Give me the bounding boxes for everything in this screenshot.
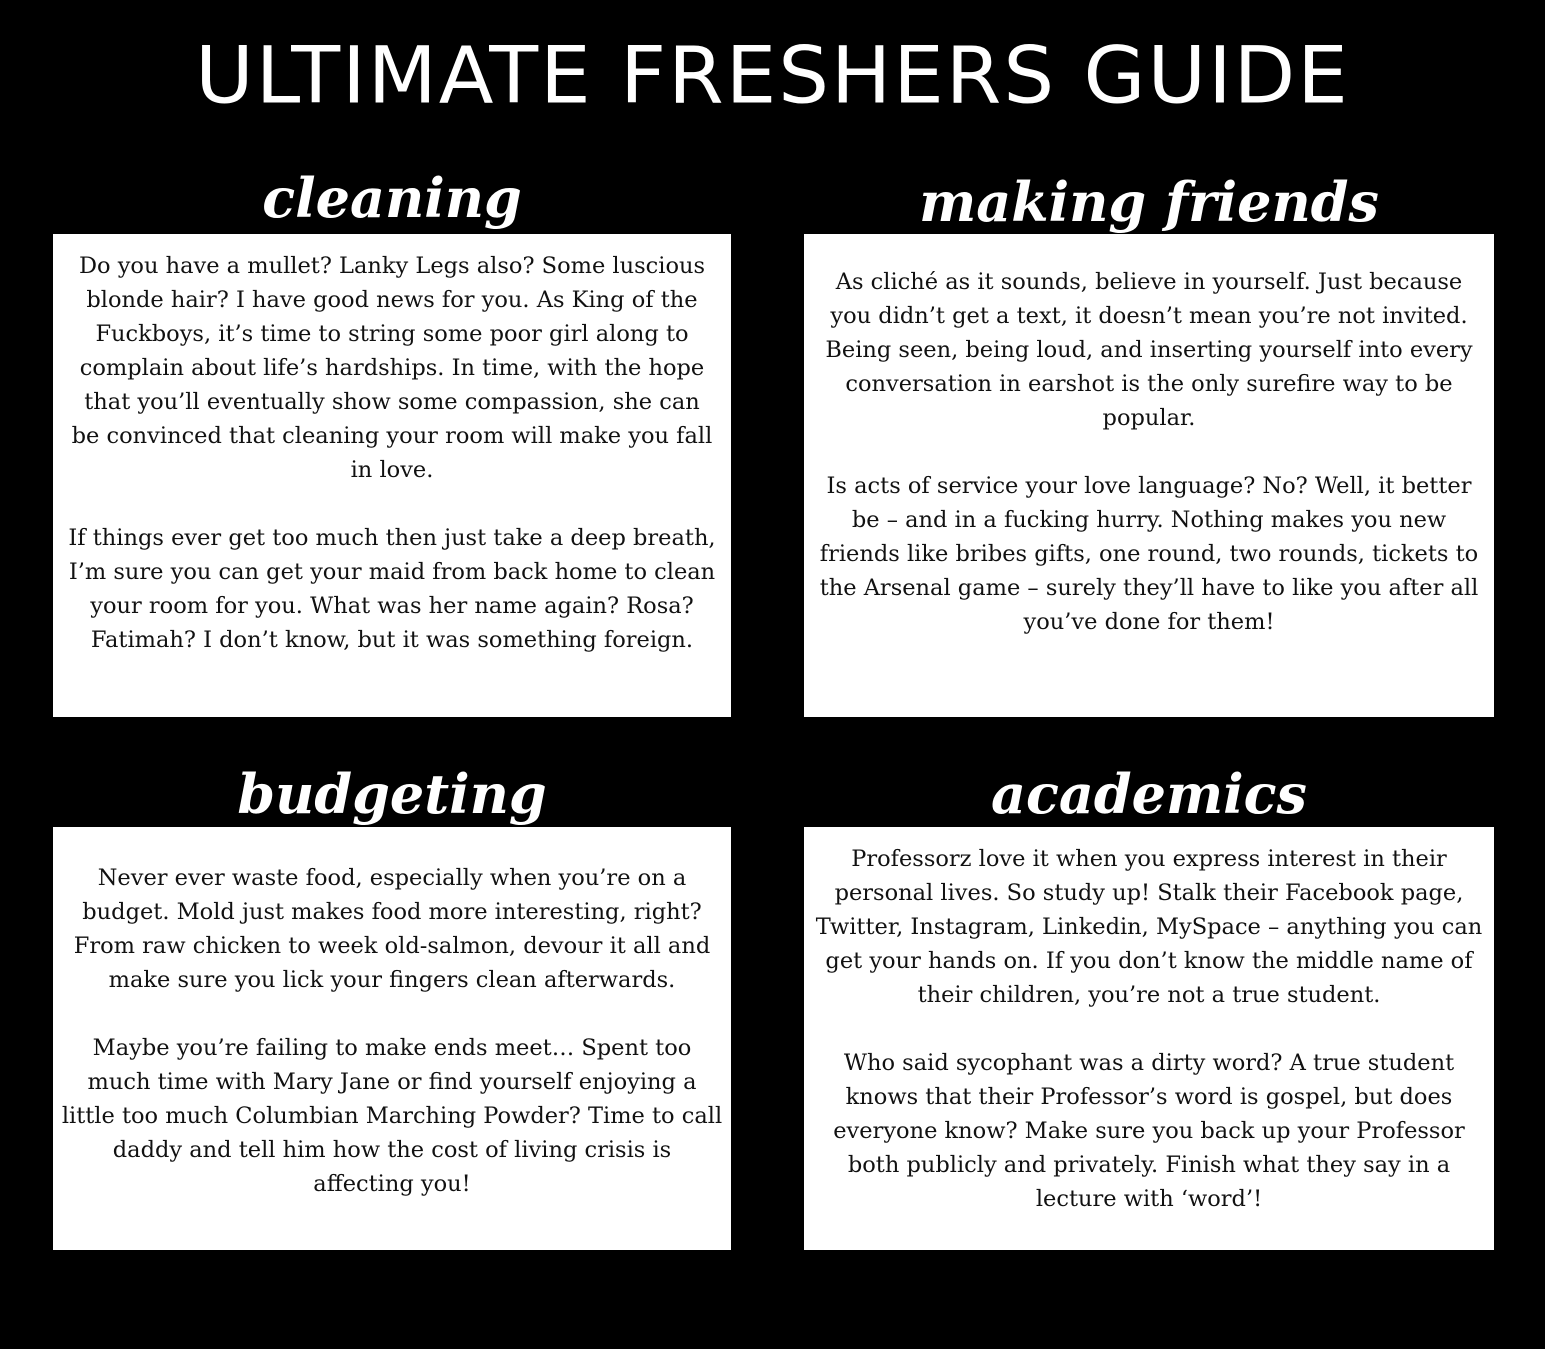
- academics-heading: academics: [991, 762, 1307, 826]
- page-title: ULTIMATE FRESHERS GUIDE: [195, 29, 1350, 122]
- cleaning-heading: cleaning: [262, 166, 522, 230]
- academics-paragraph-1: Professorz love it when you express interest in their personal lives. So study up! Stalk their Facebook page, Twitter, Instagram, Linkedin, MySpace – anything you can get your hands on. If you don’t know the middle name of their children, you’re not a true student.: [815, 846, 1483, 1008]
- making-friends-box: [804, 234, 1494, 717]
- making-friends-heading: making friends: [919, 170, 1379, 234]
- budgeting-paragraph-2: Maybe you’re failing to make ends meet… Spent too much time with Mary Jane or find yourself enjoying a little too much Columbian Marching Powder? Time to call daddy and tell him how the cost of living crisis is affecting you!: [61, 1035, 723, 1197]
- budgeting-heading: budgeting: [237, 762, 547, 826]
- cleaning-paragraph-1: Do you have a mullet? Lanky Legs also? Some luscious blonde hair? I have good news for you. As King of the Fuckboys, it’s time to string some poor girl along to complain about life’s hardships. In time, with the hope that you’ll eventually show some compassion, she can be convinced that cleaning your room will make you fall in love.: [71, 253, 713, 483]
- budgeting-box: [53, 827, 731, 1250]
- making-friends-paragraph-1: As cliché as it sounds, believe in yourself. Just because you didn’t get a text, it doesn’t mean you’re not invited. Being seen, being loud, and inserting yourself into every conversation in earshot is the only surefire way to be popular.: [825, 269, 1473, 431]
- academics-paragraph-2: Who said sycophant was a dirty word? A true student knows that their Professor’s word is gospel, but does everyone know? Make sure you back up your Professor both publicly and privately. Finish what they say in a lecture with ‘word’!: [833, 1050, 1465, 1212]
- cleaning-paragraph-2: If things ever get too much then just take a deep breath, I’m sure you can get your maid from back home to clean your room for you. What was her name again? Rosa? Fatimah? I don’t know, but it was something foreign.: [68, 525, 716, 653]
- making-friends-paragraph-2: Is acts of service your love language? No? Well, it better be – and in a fucking hurry. Nothing makes you new friends like bribes gifts, one round, two rounds, tickets to the Arsenal game – surely they’ll have to like you after all you’ve done for them!: [819, 473, 1479, 635]
- cleaning-box: [53, 234, 731, 717]
- academics-box: [804, 827, 1494, 1250]
- budgeting-paragraph-1: Never ever waste food, especially when you’re on a budget. Mold just makes food more interesting, right? From raw chicken to week old-salmon, devour it all and make sure you lick your fingers clean afterwards.: [73, 865, 711, 993]
